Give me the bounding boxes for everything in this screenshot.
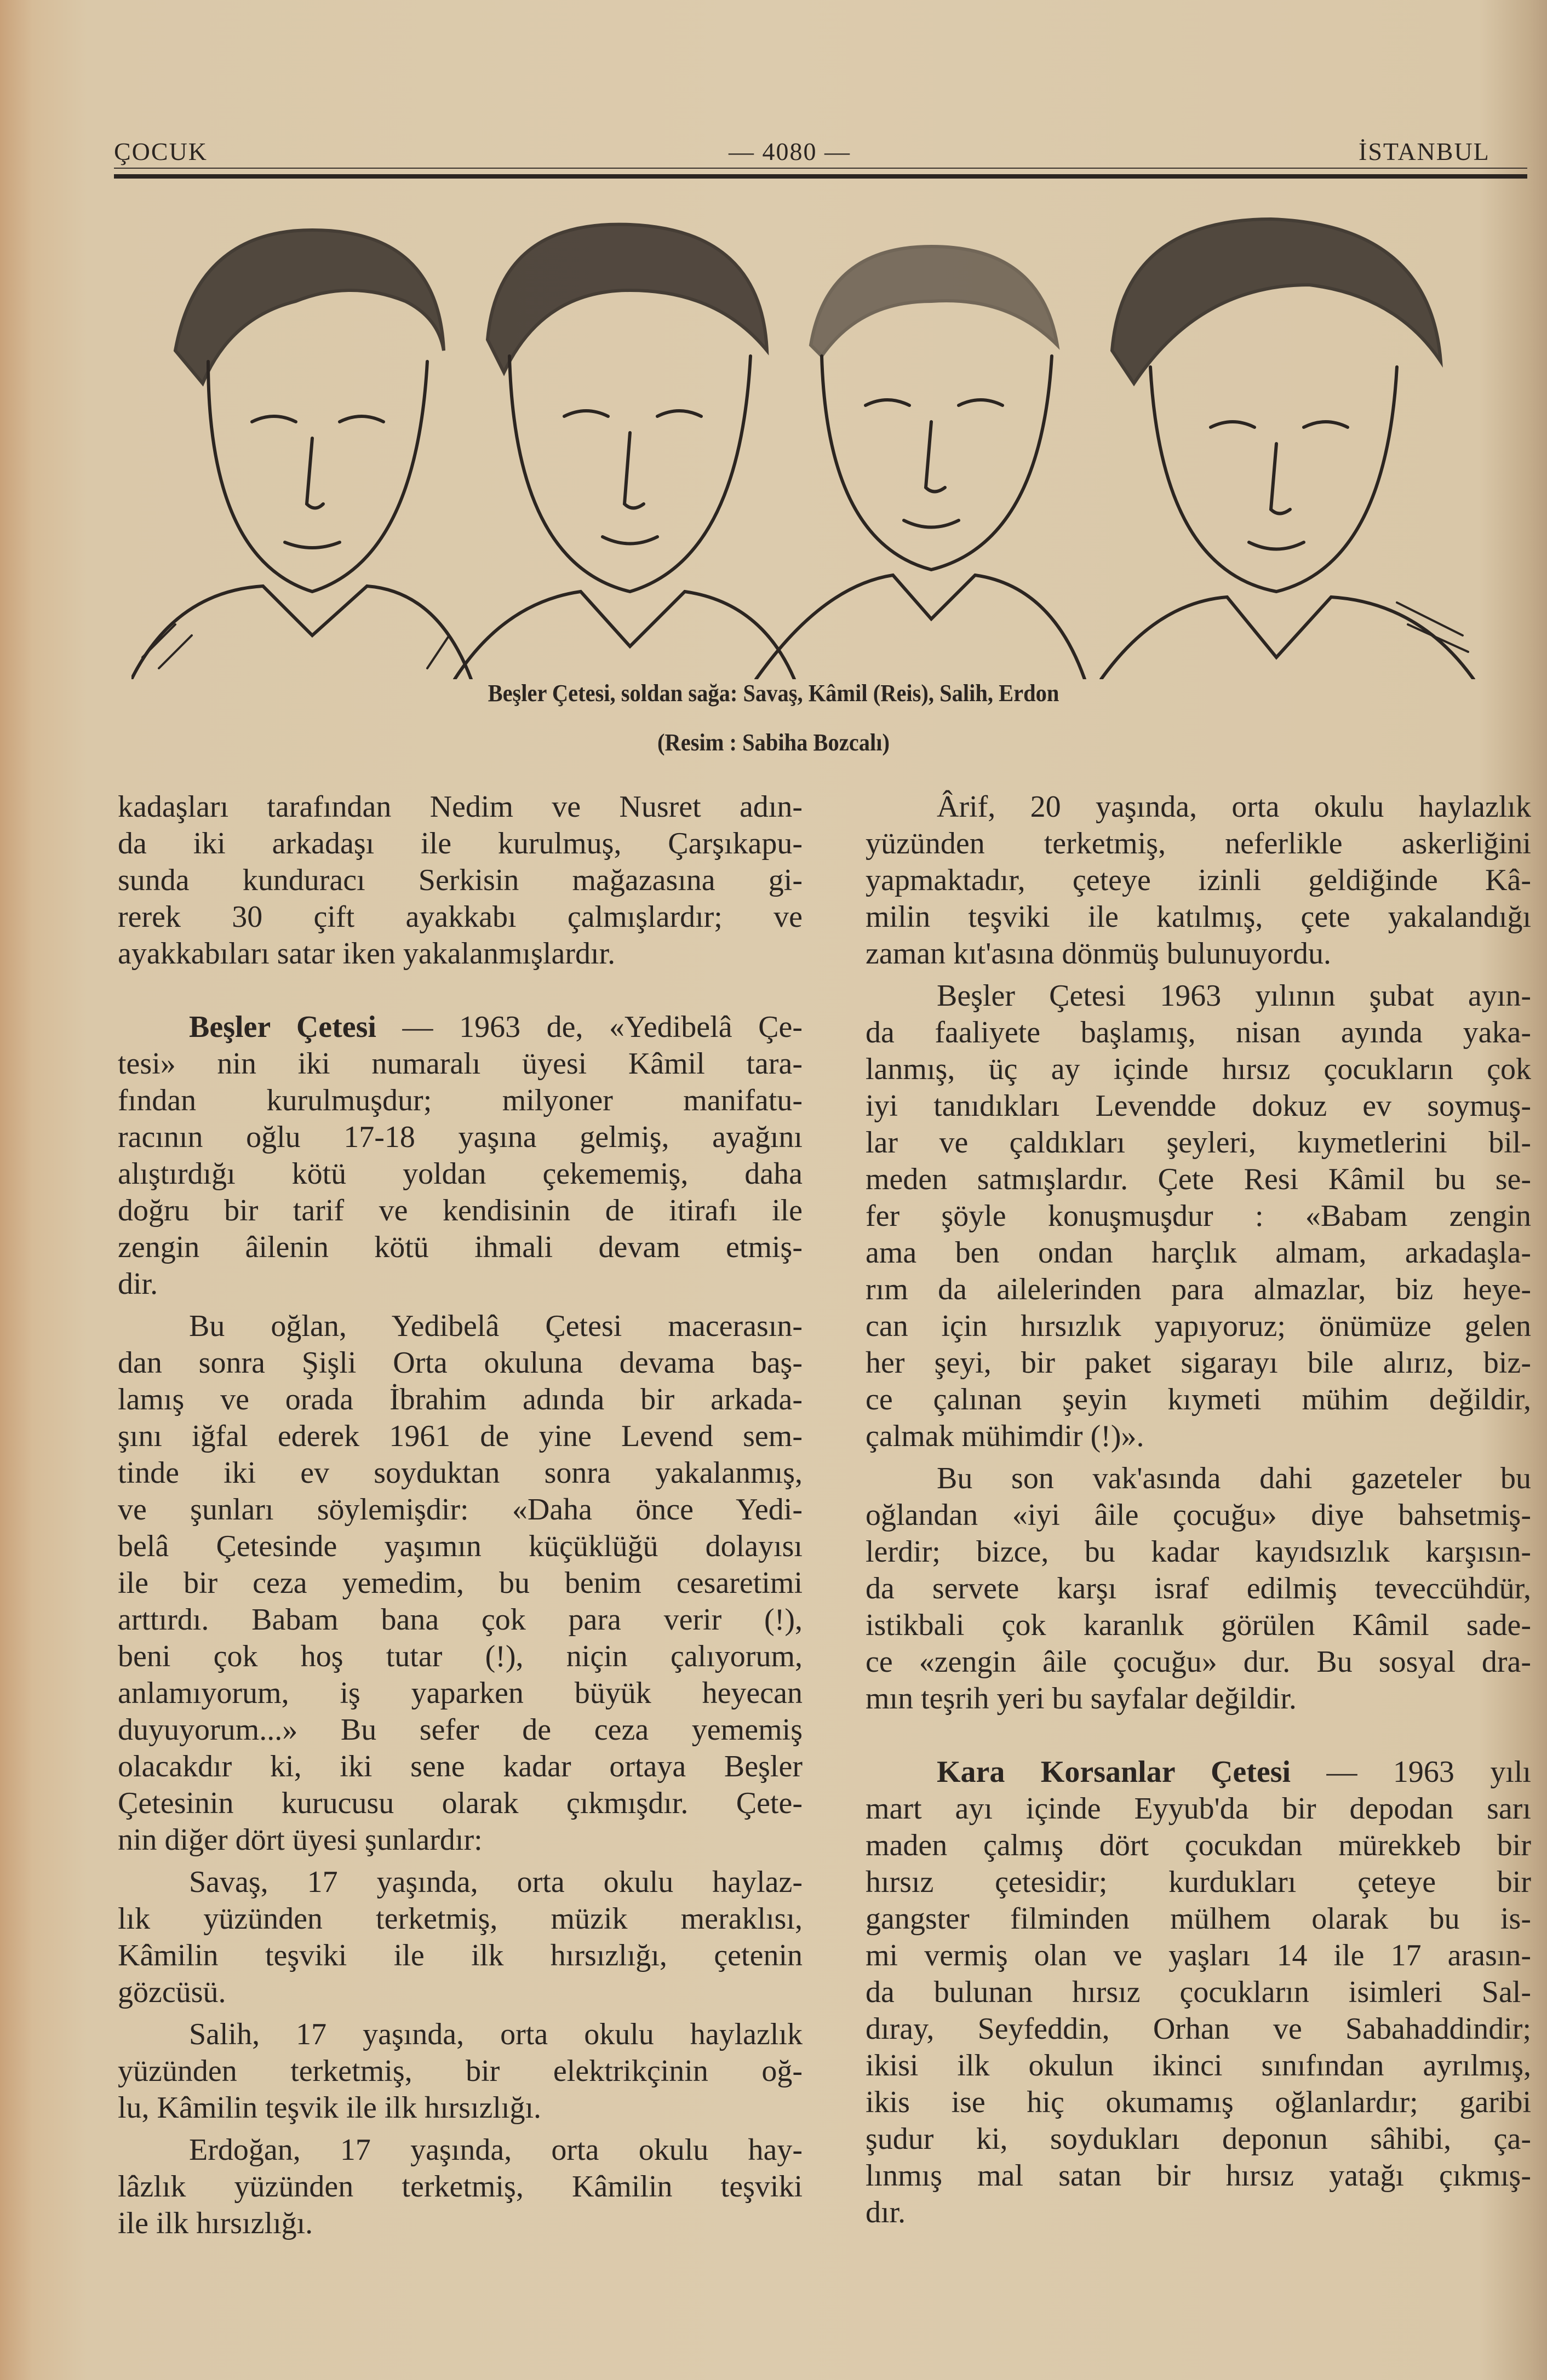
text-line [118, 2053, 803, 2090]
text-line [866, 1791, 1531, 1827]
text-line [118, 2132, 803, 2169]
section-lead: Beşler Çetesi [189, 1010, 376, 1044]
text-line [118, 936, 803, 972]
paragraph [118, 789, 803, 972]
text-line [866, 978, 1531, 1014]
text-line [118, 825, 803, 862]
line-text: ile ilk hırsızlığı. [118, 2206, 313, 2240]
line-text: ikis ise hiç okumamış oğlanlardır; garibi [866, 2085, 1531, 2119]
portrait-salih [756, 246, 1085, 679]
text-line [866, 1864, 1531, 1901]
text-line [866, 899, 1531, 936]
text-line [866, 789, 1531, 825]
text-line [866, 1418, 1531, 1455]
text-line [118, 1046, 803, 1082]
line-text: yüzünden terketmiş, neferlikle askerliğini [866, 827, 1531, 861]
line-text: Kâmilin teşviki ile ilk hırsızlığı, çetenin [118, 1939, 803, 1972]
line-text: lâzlık yüzünden terketmiş, Kâmilin teşviki [118, 2170, 803, 2204]
text-line [118, 1974, 803, 2011]
text-line [118, 1602, 803, 1638]
text-line [866, 1308, 1531, 1345]
line-text: olacakdır ki, iki sene kadar ortaya Beşler [118, 1750, 803, 1783]
text-line [866, 1125, 1531, 1161]
line-text: lık yüzünden terketmiş, müzik meraklısı, [118, 1902, 803, 1936]
line-text: fer şöyle konuşmuşdur : «Babam zengin [866, 1199, 1531, 1233]
text-line [866, 1460, 1531, 1497]
line-text: da servete karşı israf edilmiş teveccühdür, [866, 1572, 1531, 1605]
text-line [118, 1748, 803, 1785]
line-text: Salih, 17 yaşında, orta okulu haylazlık [189, 2017, 803, 2051]
text-line [118, 1901, 803, 1937]
line-text: da faaliyete başlamış, nisan ayında yaka- [866, 1016, 1531, 1050]
text-line [118, 1785, 803, 1822]
running-head-section: ÇOCUK [114, 137, 208, 165]
line-text: zengin âilenin kötü ihmali devam etmiş- [118, 1230, 803, 1264]
line-text: anlamıyorum, iş yaparken büyük heyecan [118, 1676, 803, 1710]
line-text: ile bir ceza yemedim, bu benim cesaretimi [118, 1566, 803, 1600]
paragraph [866, 978, 1531, 1455]
text-line [118, 1009, 803, 1046]
paragraph [866, 1460, 1531, 1717]
page-number: — 4080 — [729, 137, 851, 165]
line-text: alıştırdığı kötü yoldan çekememiş, daha [118, 1157, 803, 1191]
line-text: gözcüsü. [118, 1975, 226, 2009]
text-line [866, 1051, 1531, 1088]
line-text: dir. [118, 1267, 158, 1301]
section-lead: Kara Korsanlar Çetesi [937, 1755, 1291, 1789]
text-line [866, 1381, 1531, 1418]
text-line [866, 1937, 1531, 1974]
text-line [866, 2048, 1531, 2084]
line-text: rım da ailelerinden para almazlar, biz heye- [866, 1272, 1531, 1306]
line-text: lamış ve orada İbrahim adında bir arkada- [118, 1383, 803, 1416]
line-text: doğru bir tarif ve kendisinin de itirafı ile [118, 1194, 803, 1228]
line-text: lanmış, üç ay içinde hırsız çocukların çok [866, 1052, 1531, 1086]
line-text: duyuyorum...» Bu sefer de ceza yememiş [118, 1713, 803, 1747]
line-text: milin teşviki ile katılmış, çete yakalandığı [866, 900, 1531, 934]
line-text: Erdoğan, 17 yaşında, orta okulu hay- [189, 2133, 803, 2167]
text-line [118, 1638, 803, 1675]
line-text: zaman kıt'asına dönmüş bulunuyordu. [866, 937, 1331, 971]
text-line [866, 1534, 1531, 1570]
line-text: can için hırsızlık yapıyoruz; önümüze gelen [866, 1309, 1531, 1343]
text-line [118, 1937, 803, 1974]
text-line [866, 2121, 1531, 2158]
text-line [118, 1192, 803, 1229]
text-line [866, 2194, 1531, 2231]
text-line [866, 1235, 1531, 1271]
portrait-erdon [1101, 219, 1474, 679]
line-text: oğlandan «iyi âile çocuğu» diye bahsetmiş- [866, 1498, 1531, 1532]
line-text: — 1963 yılı [1291, 1755, 1531, 1789]
text-line [118, 1082, 803, 1119]
text-line [866, 1198, 1531, 1235]
left-column [118, 789, 803, 2242]
line-text: lınmış mal satan bir hırsız yatağı çıkmış- [866, 2159, 1531, 2193]
line-text: — 1963 de, «Yedibelâ Çe- [376, 1010, 803, 1044]
text-line [866, 862, 1531, 899]
text-line [118, 1156, 803, 1192]
text-line [118, 862, 803, 899]
portrait-kamil [455, 225, 794, 679]
paragraph [118, 1009, 803, 1303]
line-text: lu, Kâmilin teşvik ile ilk hırsızlığı. [118, 2091, 542, 2125]
line-text: şını iğfal ederek 1961 de yine Levend sem- [118, 1419, 803, 1453]
text-line [118, 1266, 803, 1303]
line-text: dır. [866, 2195, 906, 2229]
line-text: yüzünden terketmiş, bir elektrikçinin oğ- [118, 2054, 803, 2088]
text-line [866, 825, 1531, 862]
line-text: mın teşrih yeri bu sayfalar değildir. [866, 1682, 1297, 1716]
line-text: hırsız çetesidir; kurdukları çeteye bir [866, 1865, 1531, 1899]
text-line [118, 1418, 803, 1455]
paragraph [118, 1308, 803, 1859]
line-text: Bu son vak'asında dahi gazeteler bu [937, 1461, 1531, 1495]
line-text: arttırdı. Babam bana çok para verir (!), [118, 1603, 803, 1637]
line-text: ce «zengin âile çocuğu» dur. Bu sosyal dra- [866, 1645, 1531, 1679]
line-text: Beşler Çetesi 1963 yılının şubat ayın- [937, 979, 1531, 1013]
line-text: iyi tanıdıkları Levendde dokuz ev soymuş- [866, 1089, 1531, 1123]
line-text: tesi» nin iki numaralı üyesi Kâmil tara- [118, 1047, 803, 1081]
line-text: istikbali çok karanlık görülen Kâmil sade- [866, 1608, 1531, 1642]
line-text: Ârif, 20 yaşında, orta okulu haylazlık [937, 790, 1531, 824]
text-line [866, 1570, 1531, 1607]
line-text: da bulunan hırsız çocukların isimleri Sal- [866, 1975, 1531, 2009]
paragraph [118, 1864, 803, 2011]
text-line [866, 1681, 1531, 1717]
text-line [866, 1497, 1531, 1534]
line-text: beni çok hoş tutar (!), niçin çalıyorum, [118, 1639, 803, 1673]
line-text: meden satmışlardır. Çete Resi Kâmil bu se- [866, 1162, 1531, 1196]
portrait-illustration [131, 208, 1512, 679]
right-column [866, 789, 1531, 2231]
line-text: ama ben ondan harçlık almam, arkadaşla- [866, 1236, 1531, 1270]
text-line [866, 1644, 1531, 1681]
line-text: şudur ki, soydukları deponun sâhibi, ça- [866, 2122, 1531, 2156]
text-line [118, 1492, 803, 1528]
line-text: ayakkabıları satar iken yakalanmışlardır. [118, 937, 616, 971]
text-line [118, 1381, 803, 1418]
line-text: lerdir; bizce, bu kadar kayıdsızlık karşısın- [866, 1535, 1531, 1569]
text-line [118, 1229, 803, 1266]
line-text: fından kurulmuşdur; milyoner manifatu- [118, 1083, 803, 1117]
line-text: maden çalmış dört çocukdan mürekkeb bir [866, 1828, 1531, 1862]
line-text: Bu oğlan, Yedibelâ Çetesi macerasın- [189, 1309, 803, 1343]
text-line [118, 1565, 803, 1602]
running-head-publication: İSTANBUL [1359, 137, 1490, 165]
text-line [118, 1119, 803, 1156]
line-text: sunda kunduracı Serkisin mağazasına gi- [118, 863, 803, 897]
text-line [866, 936, 1531, 972]
text-line [866, 2158, 1531, 2194]
text-line [118, 2090, 803, 2126]
line-text: kadaşları tarafından Nedim ve Nusret adın- [118, 790, 803, 824]
text-line [118, 1822, 803, 1859]
paragraph [118, 2132, 803, 2242]
text-line [118, 1675, 803, 1712]
line-text: mart ayı içinde Eyyub'da bir depodan sarı [866, 1792, 1531, 1826]
paragraph [118, 2016, 803, 2126]
text-line [118, 1308, 803, 1345]
text-line [118, 2205, 803, 2242]
text-line [866, 1901, 1531, 1937]
text-line [866, 2011, 1531, 2048]
text-line [866, 2084, 1531, 2121]
line-text: racının oğlu 17-18 yaşına gelmiş, ayağını [118, 1120, 803, 1154]
line-text: çalmak mühimdir (!)». [866, 1419, 1144, 1453]
text-line [118, 1712, 803, 1748]
line-text: gangster filminden mülhem olarak bu is- [866, 1902, 1531, 1936]
paragraph [866, 789, 1531, 972]
illustration-credit: (Resim : Sabiha Bozcalı) [657, 729, 890, 756]
line-text: mi vermiş olan ve yaşları 14 ile 17 arasın- [866, 1939, 1531, 1972]
illustration-caption: Beşler Çetesi, soldan sağa: Savaş, Kâmil (Reis), Salih, Erdon [488, 680, 1059, 707]
header-rule [114, 174, 1527, 179]
line-text: her şeyi, bir paket sigarayı bile alırız, biz- [866, 1346, 1531, 1380]
paragraph [866, 1754, 1531, 2231]
text-line [118, 1528, 803, 1565]
line-text: Savaş, 17 yaşında, orta okulu haylaz- [189, 1865, 803, 1899]
text-line [866, 1827, 1531, 1864]
line-text: belâ Çetesinde yaşımın küçüklüğü dolayısı [118, 1529, 803, 1563]
line-text: tinde iki ev soyduktan sonra yakalanmış, [118, 1456, 803, 1490]
line-text: da iki arkadaşı ile kurulmuş, Çarşıkapu- [118, 827, 803, 861]
line-text: yapmaktadır, çeteye izinli geldiğinde Kâ- [866, 863, 1531, 897]
text-line [866, 1754, 1531, 1791]
text-line [866, 1161, 1531, 1198]
line-text: dıray, Seyfeddin, Orhan ve Sabahaddindir; [866, 2012, 1531, 2046]
text-line [866, 1014, 1531, 1051]
text-line [118, 2169, 803, 2205]
line-text: lar ve çaldıkları şeyleri, kıymetlerini bil- [866, 1126, 1531, 1160]
portrait-savas [131, 230, 471, 679]
text-line [118, 1864, 803, 1901]
line-text: dan sonra Şişli Orta okuluna devama baş- [118, 1346, 803, 1380]
text-line [118, 789, 803, 825]
text-line [118, 1345, 803, 1381]
line-text: nin diğer dört üyesi şunlardır: [118, 1823, 483, 1857]
text-line [118, 2016, 803, 2053]
text-line [866, 1271, 1531, 1308]
text-line [866, 1345, 1531, 1381]
text-line [866, 1088, 1531, 1125]
line-text: Çetesinin kurucusu olarak çıkmışdır. Çete- [118, 1786, 803, 1820]
text-line [118, 899, 803, 936]
text-line [118, 1455, 803, 1492]
line-text: ikisi ilk okulun ikinci sınıfından ayrılmış, [866, 2049, 1531, 2083]
line-text: rerek 30 çift ayakkabı çalmışlardır; ve [118, 900, 803, 934]
line-text: ce çalınan şeyin kıymeti mühim değildir, [866, 1383, 1531, 1416]
text-line [866, 1974, 1531, 2011]
text-line [866, 1607, 1531, 1644]
line-text: ve şunları söylemişdir: «Daha önce Yedi- [118, 1493, 803, 1527]
